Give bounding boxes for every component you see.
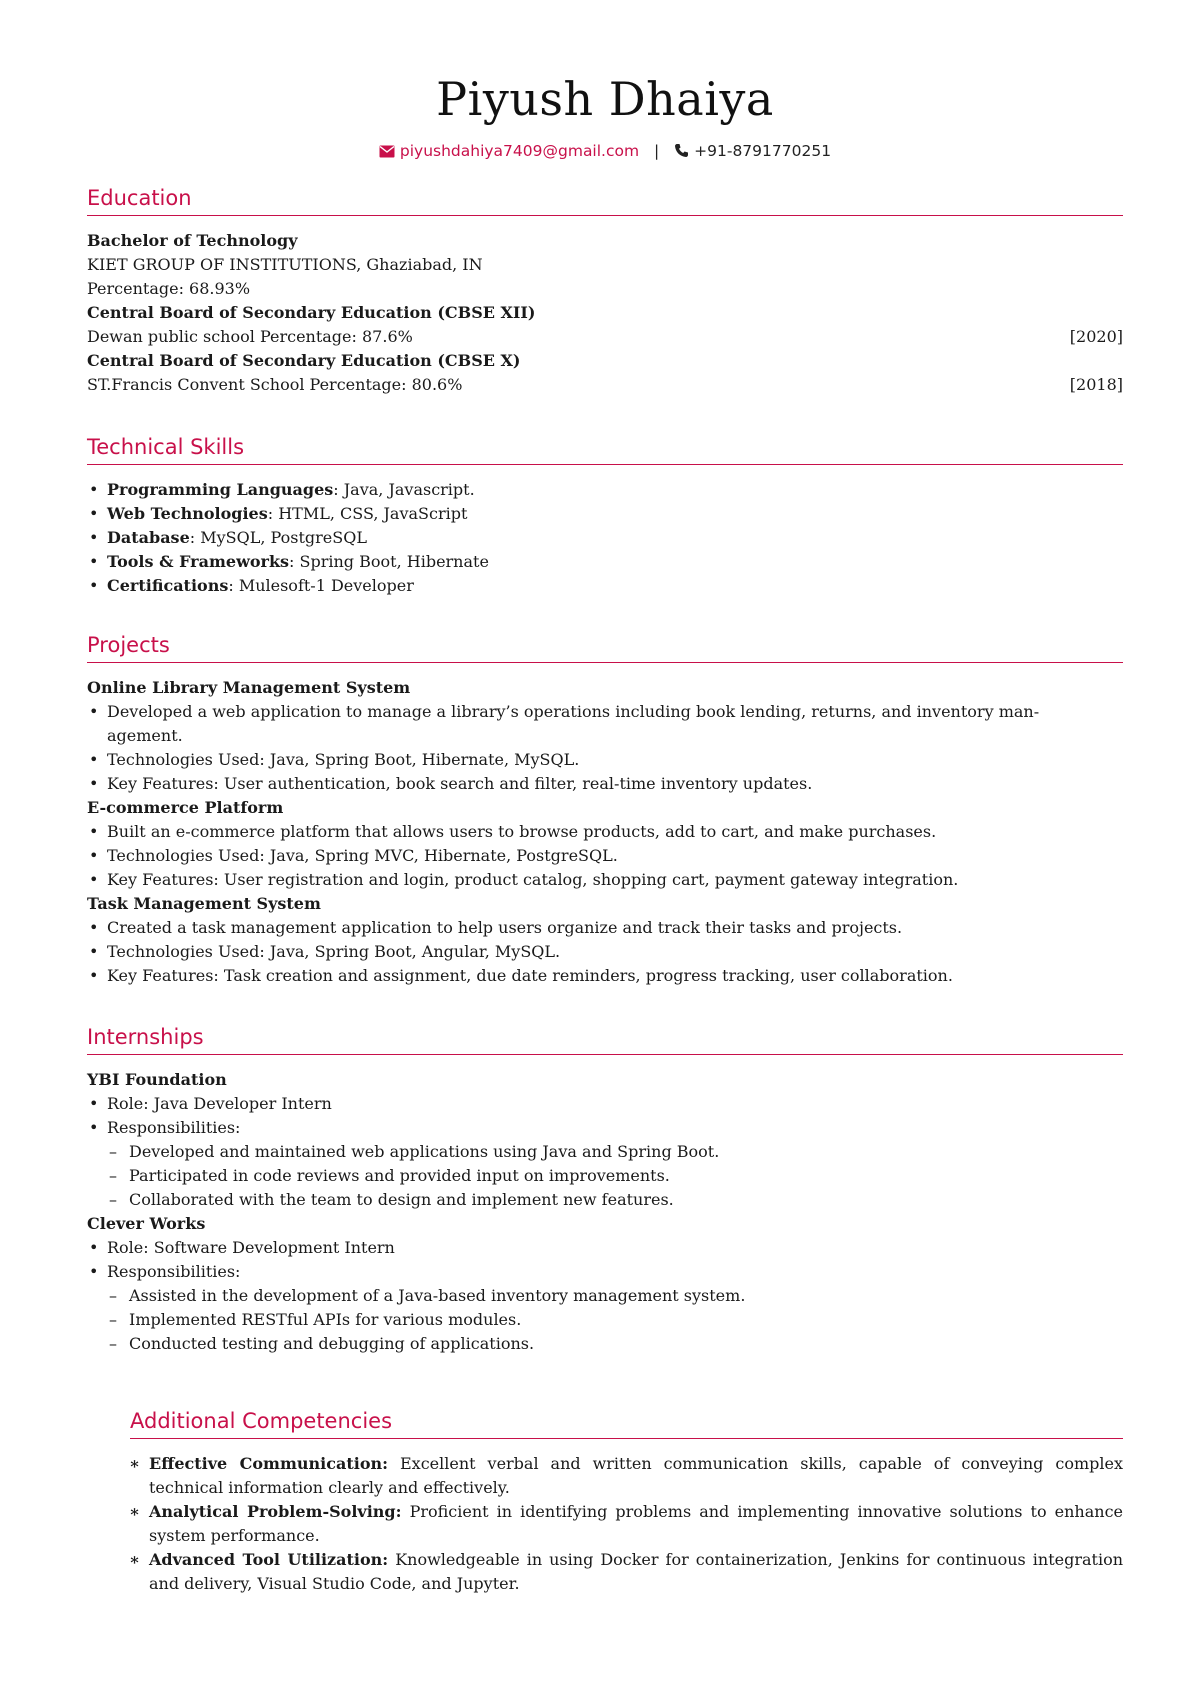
section-title-education: Education xyxy=(87,186,192,210)
skills-section xyxy=(87,432,1123,598)
project-bullet-continuation: agement. xyxy=(107,726,183,745)
education-degree: Central Board of Secondary Education (CBSE XII) xyxy=(87,303,536,322)
skill-item xyxy=(87,502,1123,526)
skill-item xyxy=(87,550,1123,574)
responsibility-item: – Developed and maintained web applications using Java and Spring Boot. xyxy=(87,1140,1123,1164)
project-bullet: • Technologies Used: Java, Spring MVC, Hibernate, PostgreSQL. xyxy=(87,844,1123,868)
education-section xyxy=(87,183,1123,397)
skill-label: Tools & Frameworks xyxy=(107,552,290,571)
project-name: Online Library Management System xyxy=(87,678,411,697)
competencies-section xyxy=(87,1406,1123,1596)
internship-company: YBI Foundation xyxy=(87,1070,227,1089)
project-name: Task Management System xyxy=(87,894,321,913)
contact-separator: | xyxy=(654,142,660,160)
phone-icon xyxy=(674,142,694,160)
section-divider xyxy=(87,1054,1123,1055)
skill-item xyxy=(87,526,1123,550)
email-link[interactable]: piyushdahiya7409@gmail.com xyxy=(399,142,640,160)
education-detail: Percentage: 68.93% xyxy=(87,279,251,298)
project-bullet: • Key Features: Task creation and assignment, due date reminders, progress tracking, user collaboration. xyxy=(87,964,1123,988)
competency-label: Advanced Tool Utilization: xyxy=(149,1550,389,1569)
candidate-name: Piyush Dhaiya xyxy=(436,72,774,126)
envelope-icon xyxy=(379,142,400,160)
internships-section xyxy=(87,1022,1123,1356)
education-year: [2018] xyxy=(1069,375,1123,394)
section-divider xyxy=(130,1438,1123,1439)
responsibility-item: – Implemented RESTful APIs for various modules. xyxy=(87,1308,1123,1332)
education-detail-row xyxy=(87,325,1123,349)
skill-label: Database xyxy=(107,528,190,547)
responsibility-item: – Conducted testing and debugging of applications. xyxy=(87,1332,1123,1356)
competency-label: Effective Communication: xyxy=(149,1454,389,1473)
education-institution: KIET GROUP OF INSTITUTIONS, Ghaziabad, IN xyxy=(87,255,483,274)
section-title-projects: Projects xyxy=(87,633,170,657)
competency-item xyxy=(87,1500,1123,1548)
responsibility-item: – Collaborated with the team to design and implement new features. xyxy=(87,1188,1123,1212)
skill-value: : Java, Javascript. xyxy=(333,480,475,499)
project-name: E-commerce Platform xyxy=(87,798,284,817)
competency-text: Knowledgeable in using Docker for containerization, Jenkins for continuous integration and delivery, Visual Studio Code, and Jupyter. xyxy=(149,1550,1124,1593)
project-bullet: • Key Features: User authentication, book search and filter, real-time inventory updates. xyxy=(87,772,1123,796)
responsibility-item: – Participated in code reviews and provided input on improvements. xyxy=(87,1164,1123,1188)
phone-number: +91-8791770251 xyxy=(694,142,832,160)
section-divider xyxy=(87,662,1123,663)
skill-value: : MySQL, PostgreSQL xyxy=(189,528,367,547)
section-title-competencies: Additional Competencies xyxy=(130,1409,393,1433)
education-degree: Central Board of Secondary Education (CBSE X) xyxy=(87,351,521,370)
section-divider xyxy=(87,215,1123,216)
skill-label: Programming Languages xyxy=(107,480,334,499)
skill-value: : Spring Boot, Hibernate xyxy=(289,552,489,571)
skill-item xyxy=(87,574,1123,598)
skill-item xyxy=(87,478,1123,502)
internship-role: • Role: Software Development Intern xyxy=(87,1236,1123,1260)
project-bullet: • Developed a web application to manage a library’s operations including book lending, returns, and inventory man- xyxy=(87,700,1123,724)
project-bullet: • Key Features: User registration and login, product catalog, shopping cart, payment gateway integration. xyxy=(87,868,1123,892)
internship-responsibilities-label: • Responsibilities: xyxy=(87,1116,1123,1140)
competency-item xyxy=(87,1452,1123,1500)
section-divider xyxy=(87,464,1123,465)
internship-responsibilities-label: • Responsibilities: xyxy=(87,1260,1123,1284)
internship-company: Clever Works xyxy=(87,1214,206,1233)
project-bullet: • Built an e-commerce platform that allows users to browse products, add to cart, and make purchases. xyxy=(87,820,1123,844)
internship-role: • Role: Java Developer Intern xyxy=(87,1092,1123,1116)
competency-text: Excellent verbal and written communication skills, capable of conveying complex technical information clearly and effectively. xyxy=(149,1454,1123,1497)
education-detail: ST.Francis Convent School Percentage: 80.6% xyxy=(87,375,463,394)
project-bullet: • Technologies Used: Java, Spring Boot, Angular, MySQL. xyxy=(87,940,1123,964)
education-year: [2020] xyxy=(1069,327,1123,346)
skill-value: : HTML, CSS, JavaScript xyxy=(267,504,468,523)
competency-item xyxy=(87,1548,1123,1596)
education-detail-row xyxy=(87,373,1123,397)
skill-value: : Mulesoft-1 Developer xyxy=(228,576,414,595)
responsibility-item: – Assisted in the development of a Java-based inventory management system. xyxy=(87,1284,1123,1308)
skill-label: Web Technologies xyxy=(107,504,268,523)
projects-section xyxy=(87,630,1123,988)
project-bullet: • Technologies Used: Java, Spring Boot, Hibernate, MySQL. xyxy=(87,748,1123,772)
competency-label: Analytical Problem-Solving: xyxy=(149,1502,402,1521)
contact-line xyxy=(87,142,1123,160)
project-bullet: • Created a task management application to help users organize and track their tasks and projects. xyxy=(87,916,1123,940)
skill-label: Certifications xyxy=(107,576,229,595)
education-detail: Dewan public school Percentage: 87.6% xyxy=(87,327,413,346)
education-degree: Bachelor of Technology xyxy=(87,231,298,250)
section-title-internships: Internships xyxy=(87,1025,204,1049)
section-title-skills: Technical Skills xyxy=(87,435,245,459)
competency-text: Proficient in identifying problems and implementing innovative solutions to enhance system performance. xyxy=(149,1502,1123,1545)
